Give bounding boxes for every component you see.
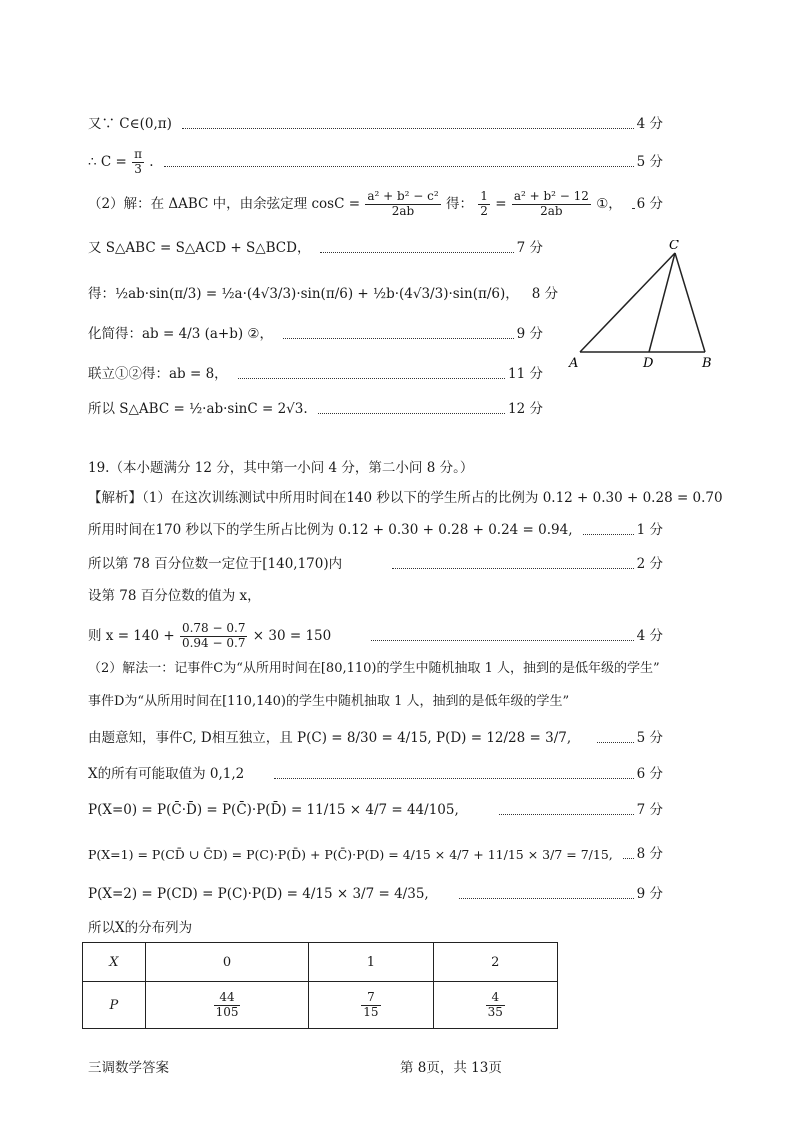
fraction: $\frac{\text{a² + b² − c²}}{2ab}$ (367, 189, 439, 218)
q19-line: 所以第 78 百分位数一定位于[140,170)内 2 分 (88, 556, 663, 572)
score: 9 分 (516, 326, 543, 342)
score: 5 分 (636, 154, 663, 171)
fraction: $\frac{\pi}{3}$ (134, 147, 142, 176)
score: 4 分 (636, 116, 663, 132)
score: 11 分 (508, 366, 543, 382)
proof-line-1: 又∵ C∈(0,π) 4 分 (88, 116, 663, 132)
side-ac (580, 253, 675, 352)
proof-line-7: 联立①②得：ab = 8， 11 分 (88, 366, 543, 382)
proof-line-3: （2）解：在 ΔABC 中，由余弦定理 cosC = $\frac{\text{a² + b² − c²}}{2ab}$ 得： $\frac{1}{2}$ = $\frac{\text{a² + b² − 12}}{2ab}$ ①， 6 分 (88, 189, 663, 218)
q19-line: P(X=0) = P(C̄·D̄) = P(C̄)·P(D̄) = 11/15 × 4/7 = 44/105, 7 分 (88, 802, 663, 818)
proof-line-6: 化简得：ab = 4/3 (a+b) ②， 9 分 (88, 326, 543, 342)
triangle-figure (565, 240, 725, 375)
q19-line: X的所有可能取值为 0,1,2 6 分 (88, 766, 663, 782)
label-d: D (643, 356, 654, 371)
q19-paragraph: 事件D为“从所用时间在[110,140)的学生中随机抽取 1 人，抽到的是低年级的学生” (88, 694, 570, 709)
q19-line: 所用时间在170 秒以下的学生所占比例为 0.12 + 0.30 + 0.28 + 0.24 = 0.94, 1 分 (88, 522, 663, 538)
q19-paragraph: 【解析】（1）在这次训练测试中所用时间在140 秒以下的学生所占的比例为 0.12 + 0.30 + 0.28 = 0.70 (88, 490, 723, 506)
fraction: $\frac{4}{35}$ (487, 989, 503, 1019)
proof-line-4: 又 S△ABC = S△ACD + S△BCD， 7 分 (88, 240, 543, 256)
table-row: X 0 1 2 (83, 943, 558, 982)
table-row: P $\frac{44}{105}$ $\frac{7}{15}$ $\frac{4}{35}$ (83, 982, 558, 1029)
score: 6 分 (636, 196, 663, 213)
fraction: $\frac{44}{105}$ (215, 989, 239, 1019)
q19-paragraph: 设第 78 百分位数的值为 x， (88, 588, 261, 604)
q19-line: 则 x = 140 + $\frac{0.78 - 0.7}{0.94 - 0.7}$ × 30 = 150 4 分 (88, 621, 663, 650)
score: 12 分 (508, 401, 543, 417)
page-number: 第 8页，共 13页 (400, 1060, 502, 1076)
fraction: $\frac{7}{15}$ (363, 989, 379, 1019)
fraction: $\frac{\text{a² + b² − 12}}{2ab}$ (513, 189, 589, 218)
score: 7 分 (636, 802, 663, 818)
proof-line-5: 得：½ab·sin(π/3) = ½a·(4√3/3)·sin(π/6) + ½b·(4√3/3)·sin(π/6)， 8 分 (88, 286, 559, 302)
q19-line: 由题意知，事件C, D相互独立，且 P(C) = 8/30 = 4/15, P(D) = 12/28 = 3/7, 5 分 (88, 730, 663, 746)
score: 8 分 (531, 286, 559, 302)
score: 2 分 (636, 556, 663, 572)
side-bc (675, 253, 705, 352)
label-b: B (702, 356, 712, 371)
score: 4 分 (636, 628, 663, 645)
proof-line-2: ∴ C = $\frac{\pi}{3}$ . 5 分 (88, 147, 663, 176)
q19-line: P(X=2) = P(CD) = P(C)·P(D) = 4/15 × 3/7 = 4/35, 9 分 (88, 886, 663, 902)
label-a: A (569, 356, 579, 371)
q19-paragraph: （2）解法一：记事件C为“从所用时间在[80,110)的学生中随机抽取 1 人，抽到的是低年级的学生” (88, 661, 660, 676)
q19-line: P(X=1) = P(CD̄ ∪ C̄D) = P(C)·P(D̄) + P(C̄)·P(D) = 4/15 × 4/7 + 11/15 × 3/7 = 7/15, 8 分 (88, 846, 663, 862)
score: 9 分 (636, 886, 663, 902)
score: 1 分 (636, 522, 663, 538)
score: 6 分 (636, 766, 663, 782)
footer-left: 三调数学答案 (88, 1060, 169, 1076)
fraction: $\frac{1}{2}$ (480, 189, 488, 218)
segment-cd (649, 253, 675, 352)
fraction: $\frac{0.78 - 0.7}{0.94 - 0.7}$ (181, 621, 246, 650)
proof-line-8: 所以 S△ABC = ½·ab·sinC = 2√3. 12 分 (88, 401, 543, 417)
score: 7 分 (516, 240, 543, 256)
label-c: C (669, 240, 679, 253)
score: 8 分 (636, 846, 663, 862)
distribution-table (82, 942, 558, 1029)
q19-paragraph: 所以X的分布列为 (88, 920, 193, 936)
q19-heading: 19.（本小题满分 12 分，其中第一小问 4 分，第二小问 8 分。） (88, 460, 474, 476)
score: 5 分 (636, 730, 663, 746)
